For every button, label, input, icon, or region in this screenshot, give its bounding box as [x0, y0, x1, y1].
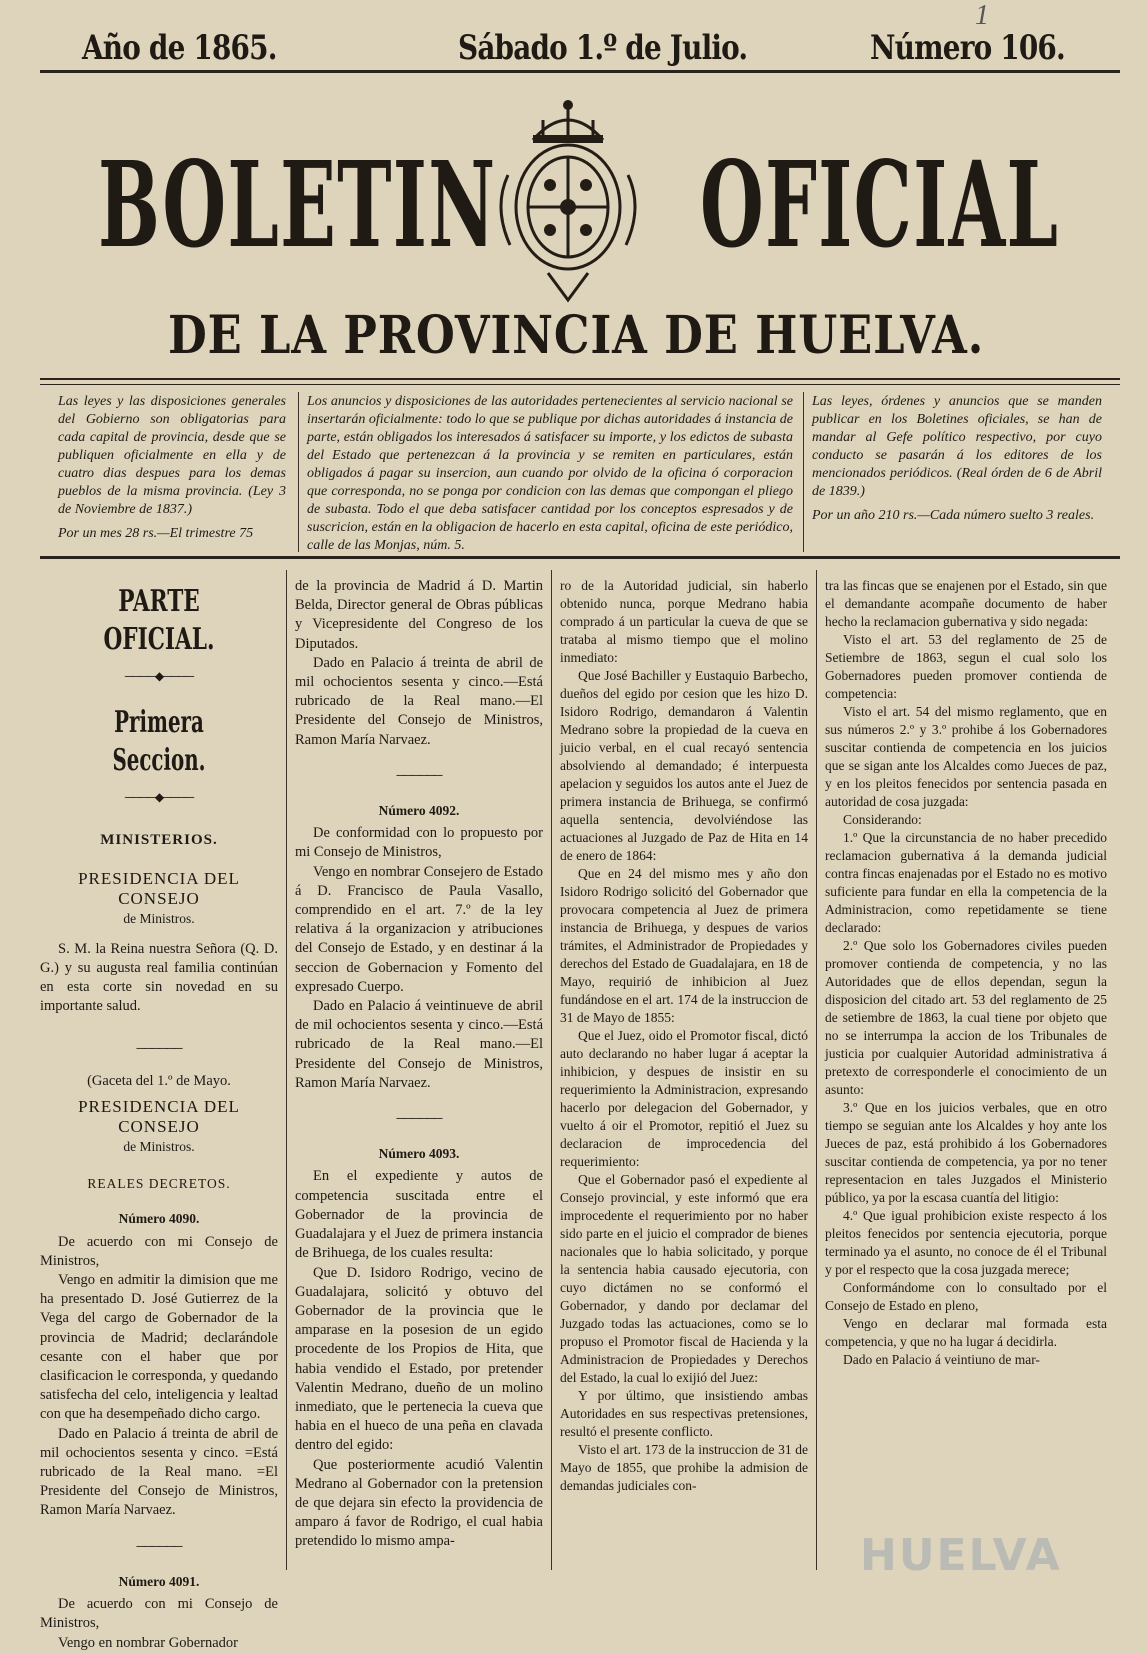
ornament-divider: ────── [136, 1538, 182, 1553]
notice-left-text: Las leyes y las disposiciones generales del Gobierno son obligatorias para cada capital de provincia, desde que se publiquen oficialmente en ella y de cuatro dias despues para los demas pueblos de la misma provincia. (Ley 3 de Noviembre de 1837.) [58, 394, 286, 517]
ornament-divider: ────── [396, 1111, 442, 1126]
primera-seccion-heading: Primera Seccion. [112, 705, 206, 779]
column-divider-1 [286, 570, 287, 1570]
paragraph: Vengo en nombrar Gobernador [58, 1634, 238, 1651]
royal-crest-icon [488, 95, 648, 305]
notice-right-text: Las leyes, órdenes y anuncios que se manden publicar en los Boletines oficiales, se han de mandar al Gefe político respectivo, por cuyo conducto se pasarán á los editores de los mencionados periódicos. (Real órden de 6 de Abril de 1839.) [812, 394, 1102, 499]
paragraph: Que el Juez, oido el Promotor fiscal, dictó auto declarando no haber lugar á aceptar la inhibicion, y despues de insistir en su requerimiento la Administracion, expresando hacerlo por delegacion del Gobernador, y vuelto á oir el Promotor, repitió el Juez su declaracion de improcedencia del requerimiento: [560, 1028, 808, 1169]
ornament-divider: ────── [396, 767, 442, 782]
page-mark: 1 [975, 0, 989, 31]
masthead-line [80, 28, 1120, 76]
paragraph: 4.º Que igual prohibicion existe respecto á los pleitos fenecidos por sentencia ejecutoria, porque terminado ya el asunto, no conoce de él el Tribunal y por el respecto que la cosa juzgada merece; [825, 1208, 1107, 1277]
presidencia-sub: de Ministros. [123, 1139, 195, 1155]
paragraph: ro de la Autoridad judicial, sin haberlo obtenido nunca, porque Medrano habia comprado á un particular la cueva de que se trataba al mismo tiempo que el molino inmediato: [560, 578, 808, 665]
paragraph: Visto el art. 173 de la instruccion de 31 de Mayo de 1855, que prohibe la admision de demandas judiciales con- [560, 1442, 808, 1493]
presidencia-sub: de Ministros. [123, 910, 195, 926]
paragraph: Que José Bachiller y Eustaquio Barbecho, dueños del egido por cesion que les hizo D. Isidoro Rodrigo, demandaron á Valentin Medrano sobre la propiedad de la cueva en juicio verbal, en el cual recayó sentencia absolviendo al demandado; é interpuesta apelacion y seguidos los autos ante el Juez de primera instancia de Brihuega, se confirmó aquella sentencia, devolviéndose las actuaciones al Juzgado de Paz de Hita en 14 de enero de 1864: [560, 668, 808, 863]
paragraph: Conformándome con lo consultado por el Consejo de Estado en pleno, [825, 1280, 1107, 1313]
paragraph: Dado en Palacio á treinta de abril de mil ochocientos sesenta y cinco. =Está rubricado de la Real mano. =El Presidente del Consejo de Ministros, Ramon María Narvaez. [40, 1425, 278, 1519]
notice-divider-2 [803, 392, 804, 552]
column-divider-2 [551, 570, 552, 1570]
paragraph: tra las fincas que se enajenen por el Estado, sin que el demandante acompañe documento de haber hecho la reclamacion gubernativa y sido negada: [825, 578, 1107, 629]
column-2 [295, 577, 543, 1552]
ornament-divider: ────◆──── [124, 669, 194, 683]
header-rule-bottom [40, 556, 1120, 559]
paragraph: S. M. la Reina nuestra Señora (Q. D. G.) y su augusta real familia continúan en esta corte sin novedad en su importante salud. [40, 940, 278, 1015]
header-rule-top-thin [40, 384, 1120, 385]
paragraph: 2.º Que solo los Gobernadores civiles pueden promover contienda de competencia, y no las Autoridades que de ellos dependan, segun la disposicion del citado art. 53 del reglamento de 25 de setiembre de 1863, la cual tiene por objeto que no se interrumpa la accion de los Tribunales de justicia por cualquier Autoridad administrativa á pretexto de corresponderle el conocimiento de un asunto: [825, 938, 1107, 1097]
paragraph: Que el Gobernador pasó el expediente al Consejo provincial, y este informó que era improcedente el requerimiento por no haber sido parte en el juicio el comprador de bienes nacionales que lo habia solicitado, y porque la sentencia habia causado ejecutoria, con cuyo dictámen no se conformó el Gobernador, y dando por declamar del Juzgado todas las actuaciones, como se lo propuso el Promotor fiscal de Hacienda y la Administracion de Propiedades y Derechos del Estado, la cual lo exijió del Juez: [560, 1172, 808, 1385]
paragraph: En el expediente y autos de competencia suscitada entre el Gobernador de la provincia de Guadalajara y el Juez de primera instancia de Brihuega, de los cuales resulta: [295, 1168, 543, 1262]
archive-watermark: HUELVA [860, 1530, 1062, 1581]
paragraph: Que en 24 del mismo mes y año don Isidoro Rodrigo solicitó del Gobernador que provocara competencia al Juez de primera instancia de Brihuega, y despues de varios trámites, el Administrador de Propiedades y derechos del Estado de Guadalajara, en 18 de Mayo, requirió de inhibicion al Juez fundándose en el art. 174 de la instruccion de 31 de Mayo de 1855: [560, 866, 808, 1025]
decree-number: Número 4090. [118, 1211, 200, 1227]
notice-right-price: Por un año 210 rs.—Cada número suelto 3 reales. [812, 508, 1095, 523]
paragraph: Considerando: [843, 812, 922, 827]
title-boletin: BOLETIN [98, 135, 497, 274]
ornament-divider: ────── [136, 1040, 182, 1055]
notice-left [58, 393, 286, 543]
header-rule-top [40, 378, 1120, 380]
paragraph: Vengo en admitir la dimision que me ha presentado D. José Gutierrez de la Vega del cargo de Gobernador de la provincia de Madrid; declarándole cesante con el haber que por clasificacion le corresponda, y quedando satisfecha del celo, inteligencia y lealtad con que ha desempeñado dicho cargo. [40, 1272, 278, 1423]
paragraph: Que D. Isidoro Rodrigo, vecino de Guadalajara, solicitó y obtuvo del Gobernador de la provincia que le amparase en la posesion de un egido procedente de los Propios de Hita, que habia vendido el Estado, por pretender Valentin Medrano, dueño de un molino inmediato, que le pertenecia la cueva que habia en el hueco de una peña en clavada dentro del egido: [295, 1264, 543, 1454]
paragraph: Y por último, que insistiendo ambas Autoridades en sus respectivas pretensiones, resultó el presente conflicto. [560, 1388, 808, 1439]
masthead-year: Año de 1865. [82, 28, 277, 68]
notice-left-price: Por un mes 28 rs.—El trimestre 75 [58, 526, 254, 541]
paragraph: 1.º Que la circunstancia de no haber precedido reclamacion gubernativa á la demanda judicial contra fincas enajenadas por el Estado no es motivo suficiente para fundar en ella la competencia de la Administracion, como repetidamente se tiene declarado: [825, 830, 1107, 935]
column-4 [825, 577, 1107, 1369]
column-3 [560, 577, 808, 1495]
decree-number: Número 4091. [118, 1573, 200, 1589]
paragraph: de la provincia de Madrid á D. Martin Belda, Director general de Obras públicas y Vicepresidente del Congreso de los Diputados. [295, 578, 543, 652]
gaceta-citation: (Gaceta del 1.º de Mayo. [87, 1072, 231, 1089]
ministerios-heading: MINISTERIOS. [100, 832, 218, 849]
notice-divider-1 [298, 392, 299, 552]
paragraph: Dado en Palacio á veintinueve de abril de mil ochocientos sesenta y cinco.—Está rubricado de la Real mano.—El Presidente del Consejo de Ministros, Ramon María Narvaez. [295, 998, 543, 1091]
masthead-rule [40, 70, 1120, 73]
paragraph: Que posteriormente acudió Valentin Medrano al Gobernador con la pretension de que dejara sin efecto la providencia de amparo á favor de Rodrigo, el cual habia pretendido lo mismo ampa- [295, 1456, 543, 1550]
paragraph: De acuerdo con mi Consejo de Ministros, [40, 1596, 278, 1632]
presidencia-heading: PRESIDENCIA DEL CONSEJO [78, 1097, 240, 1137]
title-oficial: OFICIAL [700, 135, 1060, 274]
decree-number: Número 4093. [378, 1146, 460, 1162]
title-provincia: DE LA PROVINCIA DE HUELVA. [168, 305, 985, 366]
paragraph: De acuerdo con mi Consejo de Ministros, [40, 1233, 278, 1269]
notice-center-text: Los anuncios y disposiciones de las autoridades pertenecientes al servicio nacional se insertarán oficialmente: todo lo que se publique por dichas autoridades á instancia de parte, están obligados los interesados á satisfacer su importe, y los edictos de subasta del Estado que pertenezcan á la provincia y se remiten en particulares, están obligados á pagar su insercion, aun cuando por olvido de la oficina ó corporacion que corresponda, no se ponga por condicion con las demas que compongan el pliego de subasta. Todo el que deba satisfacer cantidad por los conceptos espresados y de suscricion, están en la obligacion de hacerlo en esta capital, oficina de este periódico, calle de las Monjas, núm. 5. [307, 394, 793, 553]
paragraph: 3.º Que en los juicios verbales, que en otro tiempo se seguian ante los Alcaldes y hoy ante los Jueces de paz, está prohibido á los Gobernadores suscitar contienda de competencia, ya por no tener representacion en tales Juzgados el Ministerio público, ya por la escasa cuantía del litigio: [825, 1100, 1107, 1205]
paragraph: Dado en Palacio á veintiuno de mar- [843, 1352, 1040, 1367]
masthead-date: Sábado 1.º de Julio. [458, 28, 748, 68]
parte-oficial-heading: PARTE OFICIAL. [103, 584, 215, 657]
notice-right [812, 393, 1102, 525]
ornament-divider: ────◆──── [124, 790, 194, 805]
decree-number: Número 4092. [378, 803, 460, 819]
column-1 [40, 577, 278, 1653]
paragraph: De conformidad con lo propuesto por mi Consejo de Ministros, [295, 825, 543, 861]
masthead-number: Número 106. [870, 28, 1065, 68]
presidencia-heading: PRESIDENCIA DEL CONSEJO [78, 868, 240, 908]
notice-center [307, 393, 793, 555]
paragraph: Dado en Palacio á treinta de abril de mil ochocientos sesenta y cinco.—Está rubricado de la Real mano.—El Presidente del Consejo de Ministros, Ramon María Narvaez. [295, 654, 543, 748]
paragraph: Vengo en nombrar Consejero de Estado á D. Francisco de Paula Vasallo, comprendido en el art. 7.º de la ley relativa á la organizacion y atribuciones del Consejo de Estado, y en destinar á la seccion de Gobernacion y Fomento del expresado Cuerpo. [295, 863, 543, 995]
paragraph: Visto el art. 53 del reglamento de 25 de Setiembre de 1863, segun el cual solo los Gobernadores pueden promover contienda de competencia: [825, 632, 1107, 701]
paragraph: Visto el art. 54 del mismo reglamento, que en sus números 2.º y 3.º prohibe á los Gobernadores suscitar contienda de competencia en los juicios que se sigan ante los Alcaldes como Jueces de paz, y en los pleitos fenecidos por sentencia pasada en autoridad de cosa juzgada: [825, 704, 1107, 809]
reales-decretos-heading: REALES DECRETOS. [87, 1176, 231, 1192]
column-divider-3 [816, 570, 817, 1570]
paragraph: Vengo en declarar mal formada esta competencia, y que no ha lugar á decidirla. [825, 1316, 1107, 1349]
